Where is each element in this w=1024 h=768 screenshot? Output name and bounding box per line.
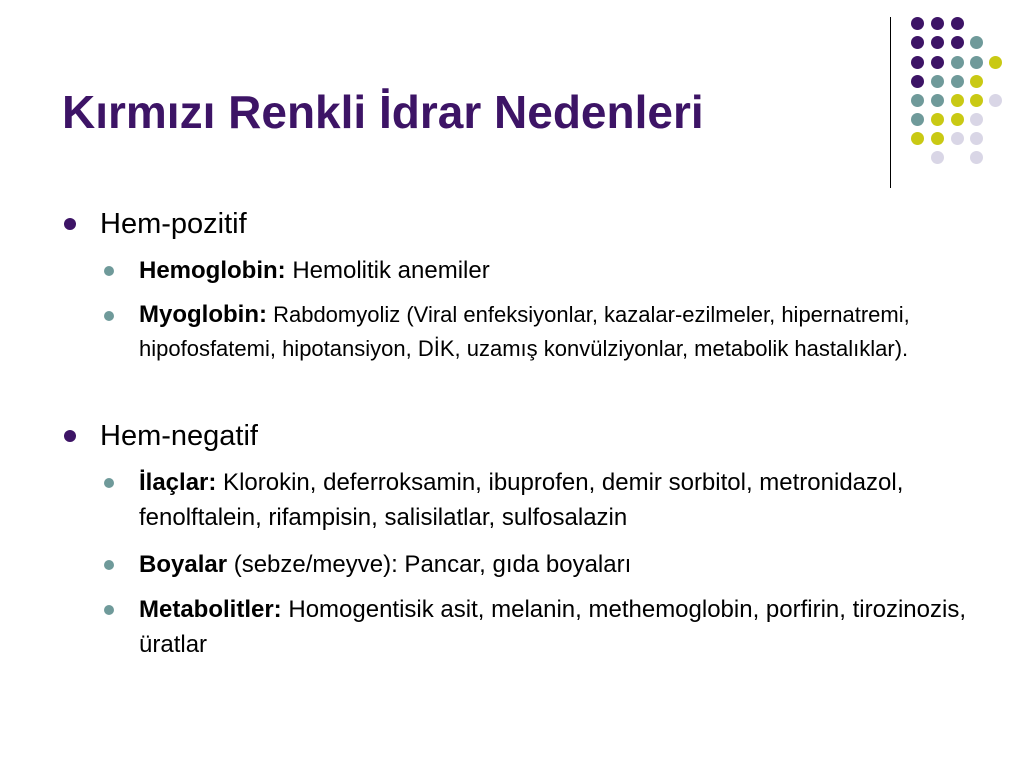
bullet-level1-icon <box>64 430 76 442</box>
bullet-level2-icon <box>104 478 114 488</box>
section-heading: Hem-pozitif <box>100 208 247 240</box>
item-description: Homogentisik asit, melanin, methemoglobin, porfirin, tirozinozis, üratlar <box>139 596 966 658</box>
bullet-level2-icon <box>104 266 114 276</box>
item-term: Boyalar <box>139 551 228 578</box>
section-heading: Hem-negatif <box>100 420 258 452</box>
bullet-level2-icon <box>104 560 114 570</box>
bullet-level2-icon <box>104 311 114 321</box>
item-term: İlaçlar: <box>139 469 217 496</box>
item-term: Metabolitler: <box>139 596 282 623</box>
bullet-level1-icon <box>64 218 76 230</box>
slide-title: Kırmızı Renkli İdrar Nedenleri <box>62 86 704 138</box>
bullet-level2-icon <box>104 605 114 615</box>
list-item <box>139 592 999 662</box>
item-description: (sebze/meyve): Pancar, gıda boyaları <box>227 551 632 578</box>
item-description: Rabdomyoliz (Viral enfeksiyonlar, kazalar-ezilmeler, hipernatremi, hipofosfatemi, hipotansiyon, DİK, uzamış konvülziyonlar, metabolik hastalıklar). <box>139 302 910 361</box>
item-term: Myoglobin: <box>139 301 267 328</box>
item-description: Hemolitik anemiler <box>285 257 490 284</box>
list-item <box>139 253 999 288</box>
list-item <box>139 298 999 366</box>
item-description: Klorokin, deferroksamin, ibuprofen, demir sorbitol, metronidazol, fenolftalein, rifampisin, salisilatlar, sulfosalazin <box>139 469 904 531</box>
list-item <box>139 547 999 582</box>
item-term: Hemoglobin: <box>139 257 286 284</box>
list-item <box>139 465 999 535</box>
